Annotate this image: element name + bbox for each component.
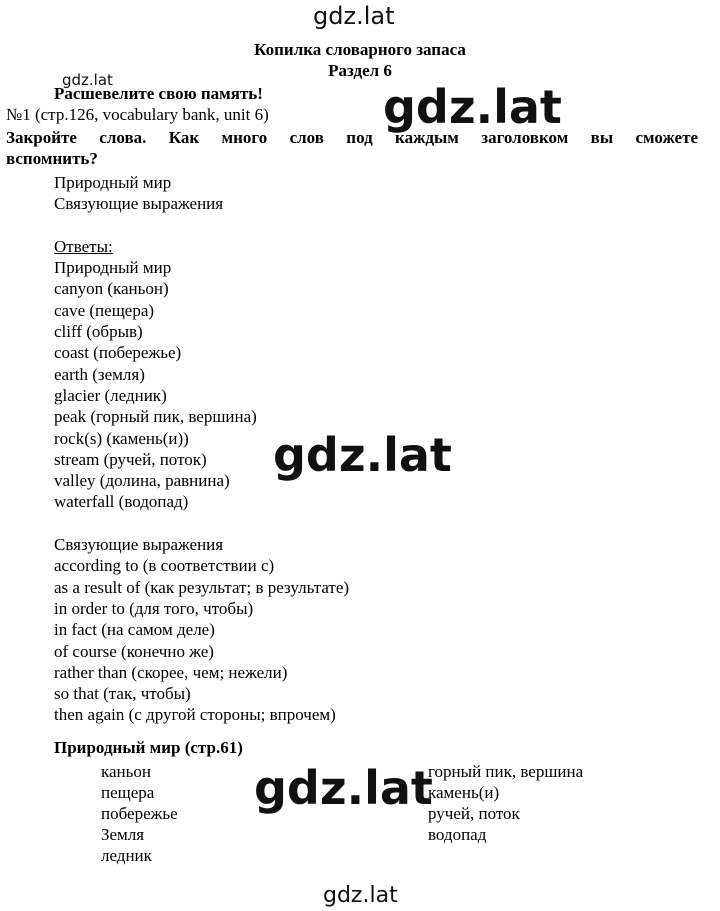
watermark-large: gdz.lat	[254, 761, 433, 815]
list-item: glacier (ледник)	[54, 385, 167, 405]
left-word: побережье	[101, 804, 178, 823]
right-word: ручей, поток	[428, 804, 520, 823]
exercise-number: №1 (стр.126, vocabulary bank, unit 6)	[6, 105, 269, 124]
left-word: пещера	[101, 783, 155, 802]
left-word: каньон	[101, 762, 151, 781]
right-word: камень(и)	[428, 783, 500, 802]
list-item: cave (пещера)	[54, 300, 155, 320]
list-item: rather than (скорее, чем; нежели)	[54, 662, 288, 682]
list-item: Связующие выражения	[54, 535, 224, 555]
list-item: rock(s) (камень(и))	[54, 428, 189, 448]
list-item: Связующие выражения	[54, 194, 224, 214]
document-title: Копилка словарного запаса	[254, 40, 466, 59]
task-line-1: Закройте слова. Как много слов под каждым заголовком вы сможете	[6, 128, 698, 147]
list-item: Природный мир	[54, 173, 172, 192]
watermark-large: gdz.lat	[383, 80, 562, 134]
list-item: waterfall (водопад)	[54, 492, 189, 512]
list-item: canyon (каньон)	[54, 279, 169, 299]
list-item: Природный мир	[54, 258, 172, 278]
left-word: Земля	[101, 825, 145, 844]
list-item: then again (с другой стороны; впрочем)	[54, 705, 336, 725]
list-item	[54, 513, 349, 534]
list-item: valley (долина, равнина)	[54, 471, 230, 491]
list-item: as a result of (как результат; в результате)	[54, 577, 350, 597]
list-item: cliff (обрыв)	[54, 322, 143, 342]
list-item: in fact (на самом деле)	[54, 620, 215, 640]
list-item: in order to (для того, чтобы)	[54, 598, 254, 618]
list-item: stream (ручей, поток)	[54, 449, 207, 469]
right-word: горный пик, вершина	[428, 762, 584, 781]
watermark-top: gdz.lat	[313, 2, 395, 30]
list-item: peak (горный пик, вершина)	[54, 407, 257, 427]
list-item: of course (конечно же)	[54, 641, 214, 661]
list-item: so that (так, чтобы)	[54, 684, 191, 704]
section-title: Раздел 6	[328, 61, 392, 80]
watermark-small: gdz.lat	[62, 71, 113, 89]
section2-heading: Природный мир (стр.61)	[54, 738, 243, 757]
list-item	[54, 215, 349, 236]
list-item: according to (в соответствии с)	[54, 556, 275, 576]
exercise-heading: Расшевелите свою память!	[54, 84, 263, 103]
right-word: водопад	[428, 825, 487, 844]
left-word: ледник	[101, 846, 152, 865]
list-item: coast (побережье)	[54, 343, 182, 363]
list-item: earth (земля)	[54, 364, 145, 384]
watermark-bottom: gdz.lat	[323, 883, 398, 908]
answers-label: Ответы:	[54, 236, 113, 256]
task-line-2: вспомнить?	[6, 149, 98, 168]
watermark-large: gdz.lat	[273, 428, 452, 482]
